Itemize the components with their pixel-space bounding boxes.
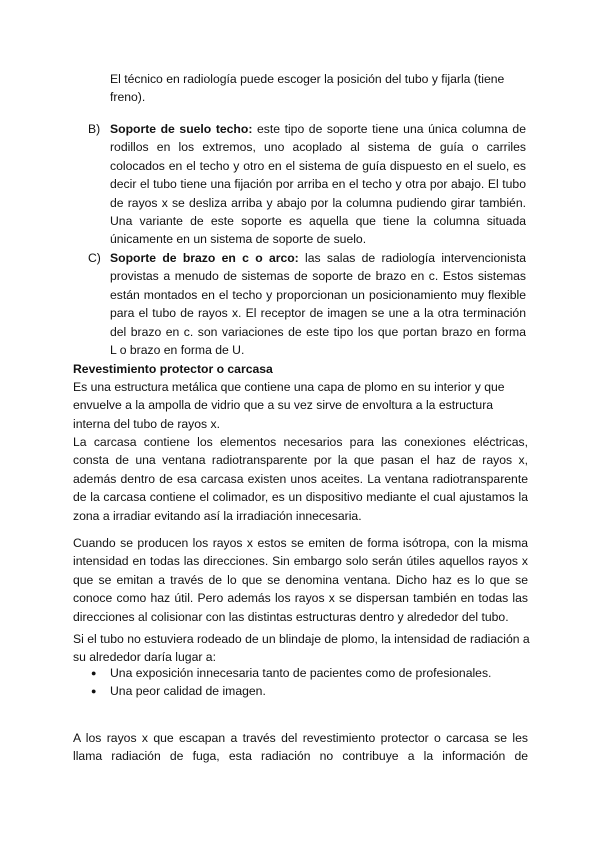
paragraph-5-line-2: llama radiación de fuga, esta radiación no contribuye a la información de — [73, 749, 528, 764]
paragraph-3-line-3: que se emitan a través de lo que se denomina ventana. Dicho haz es lo que se — [73, 572, 528, 587]
list-item-c-line-2: provistas a menudo de sistemas de soporte de brazo en c. Estos sistemas — [110, 269, 526, 284]
paragraph-2-line-5: zona a irradiar evitando así la irradiación innecesaria. — [73, 508, 362, 523]
section-paragraph-3 — [73, 534, 528, 626]
intro-line-1: El técnico en radiología puede escoger la posición del tubo y fijarla (tiene — [110, 72, 505, 86]
paragraph-2-line-4: de la carcasa contiene el colimador, es un dispositivo mediante el cual ajustamos la — [73, 490, 528, 505]
section-paragraph-5 — [73, 729, 528, 766]
list-item-b-line-5: de rayos x se desliza arriba y abajo por la columna pudiendo girar también. — [110, 195, 526, 210]
list-item-c-line-6: L o brazo en forma de U. — [110, 342, 245, 357]
paragraph-2-line-2: consta de una ventana radiotransparente por la que pasan el haz de rayos x, — [73, 453, 528, 468]
list-item-b-line-2: rodillos en los extremos, uno acoplado al sistema de guía o carriles — [110, 140, 526, 155]
list-item-b-line-6: Una variante de este soporte es aquella que tiene la columna situada — [110, 213, 526, 228]
list-marker-c: C) — [88, 251, 101, 265]
paragraph-3-line-2: intensidad en todas las direcciones. Sin embargo solo serán útiles aquellos rayos x — [73, 554, 528, 569]
paragraph-3-line-5: direcciones al colisionar con las distintas estructuras dentro y alrededor del tubo. — [73, 609, 509, 624]
list-marker-b: B) — [88, 122, 101, 136]
bullet-item-2: Una peor calidad de imagen. — [110, 684, 266, 698]
list-item-c-line-4: para el tubo de rayos x. El receptor de imagen se une a la otra terminación — [110, 306, 526, 321]
intro-line-2: freno). — [110, 90, 146, 105]
paragraph-3-line-1: Cuando se producen los rayos x estos se emiten de forma isótropa, con la misma — [73, 536, 528, 550]
list-item-b-line-4: decir el tubo tiene una fijación por arriba en el techo y otra por abajo. El tubo — [110, 177, 526, 192]
section-paragraph-1 — [73, 378, 528, 433]
list-item-c-line-3: están montados en el techo y proporcionan un posicionamiento muy flexible — [110, 287, 526, 302]
paragraph-3-line-4: conoce como haz útil. Pero además los rayos x se dispersan también en todas las — [73, 591, 528, 606]
list-item-b-line-3: colocados en el techo y otro en el sistema de guía dispuesto en el suelo, es — [110, 158, 526, 173]
paragraph-1-line-1: Es una estructura metálica que contiene una capa de plomo en su interior y que — [73, 380, 505, 394]
bullet-icon: ● — [91, 686, 97, 696]
list-item-b-line-7: únicamente en un sistema de soporte de suelo. — [110, 232, 367, 247]
paragraph-1-line-3: interna del tubo de rayos x. — [73, 416, 221, 431]
section-paragraph-4 — [73, 630, 528, 667]
bullet-icon: ● — [91, 668, 97, 678]
paragraph-2-line-1: La carcasa contiene los elementos necesarios para las conexiones eléctricas, — [73, 435, 528, 449]
list-item-c — [110, 249, 526, 359]
paragraph-5-line-1: A los rayos x que escapan a través del revestimiento protector o carcasa se les — [73, 731, 528, 745]
list-item-b-title: Soporte de suelo techo: — [110, 122, 253, 136]
paragraph-4-line-2: su alrededor daría lugar a: — [73, 650, 216, 665]
list-item-b — [110, 120, 526, 249]
intro-paragraph — [110, 70, 520, 107]
paragraph-1-line-2: envuelve a la ampolla de vidrio que a su vez sirve de envoltura a la estructura — [73, 398, 494, 413]
list-item-b-line-1: Soporte de suelo techo: este tipo de soporte tiene una única columna de — [110, 122, 526, 136]
list-item-c-line-1: Soporte de brazo en c o arco: las salas de radiología intervencionista — [110, 251, 526, 265]
list-item-c-line-5: del brazo en c. son variaciones de este tipo los que portan brazo en forma — [110, 324, 526, 339]
section-heading: Revestimiento protector o carcasa — [73, 362, 273, 376]
section-paragraph-2 — [73, 433, 528, 525]
bullet-item-1: Una exposición innecesaria tanto de pacientes como de profesionales. — [110, 666, 492, 680]
paragraph-4-line-1: Si el tubo no estuviera rodeado de un blindaje de plomo, la intensidad de radiación a — [73, 632, 530, 646]
paragraph-2-line-3: además dentro de esa carcasa existen unos aceites. La ventana radiotransparente — [73, 471, 528, 486]
list-item-c-title: Soporte de brazo en c o arco: — [110, 251, 299, 265]
